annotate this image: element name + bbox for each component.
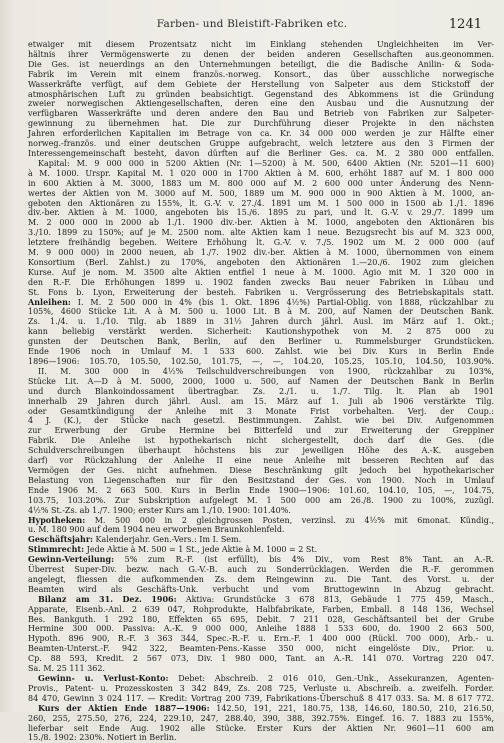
page-number: 1241 bbox=[448, 17, 482, 32]
running-head: Farben- und Bleistift-Fabriken etc. bbox=[156, 18, 348, 30]
text-line: den R.-F. Die Erhöhungen 1899 u. 1902 fanden zwecks Bau neuer Fabriken in Lübau und bbox=[28, 277, 494, 287]
text-line: Beamten wird als Geschäfts-Unk. verbucht und vom Bruttogewinn in Abzug gebracht. bbox=[28, 584, 494, 594]
text-line: Gewinn-Verteilung: 5% zum R.-F. (ist erfüllt), bis 4% Div., vom Rest 8% Tant. an A.-R. bbox=[28, 554, 494, 565]
text-line: Kurs der Aktien Ende 1887—1906: 142.50, 191, 221, 180.75, 138, 146.60, 180.50, 210, 216.50, bbox=[38, 702, 495, 713]
text-line: Fabrik. Die Anleihe ist hypothekarisch nicht sichergestellt, doch darf die Ges. (die bbox=[28, 436, 494, 446]
text-line: angelegt, fliessen die aufkommenden Zs. dem Reingewinn zu. Die Tant. des Vorst. u. der bbox=[28, 574, 494, 584]
text-line: M. 9 000 000) in 2000 neuen, ab 1./7. 1902 div.-ber. Aktien à M. 1000, übernommen von einem bbox=[28, 248, 494, 258]
text-line: Apparate, Eisenb.-Anl. 2 639 047, Rohprodukte, Halbfabrikate, Farben, Emball. 8 148 136, Wechsel bbox=[28, 604, 494, 614]
text-line: Kapital: M. 9 000 000 in 5200 Aktien (Nr. 1—5200) à M. 500, 6400 Aktien (Nr. 5201—11 600) bbox=[38, 158, 494, 168]
section-heading: Hypotheken: bbox=[28, 514, 86, 525]
text-line: hältnis ihrer Vermögenswerte zu denen der beiden anderen Gesellschaften aus.geonommen. bbox=[28, 49, 494, 59]
text-line: Interessengemeinschaft besteht, davon dürften auf die Berliner Ges. ca. M. 2 380 000 entfallen. bbox=[28, 148, 494, 158]
text-line: verfügbaren Wasserkräfte und deren andere den Bau und Betrieb von Fabriken zur Salpeter- bbox=[28, 109, 494, 119]
text-line: letztere freihändig begeben. Weitere Erhöhung lt. G.-V. v. 7./5. 1902 um M. 2 000 000 (auf bbox=[28, 238, 494, 248]
text-line: norweg.-französ. und einer deutschen Gruppe aufgebracht, welch letztere aus den 3 Firmen der bbox=[28, 139, 494, 149]
text-line: Kurse. Auf je nom. M. 3500 alte Aktien entfiel 1 neue à M. 1000. Agio mit M. 1 320 000 in bbox=[28, 267, 494, 277]
text-line: Ende 1906 M. 2 663 500. Kurs in Berlin Ende 1900—1906: 101.60, 104.10, 105, —, 104.75, bbox=[28, 485, 494, 495]
text-line: zur Erwerbung der Grube Hermine bei Bitterfeld und zur Erweiterung der Greppiner bbox=[28, 426, 494, 436]
text-line: atmosphärischen Luft zu gründen beabsichtigt. Gegenstand des Abkommens ist die Gründung bbox=[28, 89, 494, 99]
text-line: M. 2 000 000 in 2000 ab 1./1. 1900 div.-ber. Aktien à M. 1000, angeboten den Aktionären bis bbox=[28, 218, 494, 228]
page-header bbox=[0, 18, 504, 34]
text-line: Hypotheken: M. 500 000 in 2 gleichgrossen Posten, verzinsl. zu 4½% mit 6monat. Kündig., bbox=[28, 514, 494, 525]
text-line: 84 470, Gewinn 3 024 117. — Kredit: Vortrag 200 739, Fabrikations-Überschuß 8 417 033. Sa. M. 8 617 772. bbox=[28, 693, 494, 703]
text-line: 4½% St.-Zs. ab 1./7. 1900; erster Kurs am 1./10. 1900: 101.40%. bbox=[28, 505, 291, 515]
text-line: innerhalb 29 Jahren durch jährl. Ausl. am 15. März auf 1. Juli ab 1906 verstärkte Tilg. bbox=[28, 396, 494, 406]
section-heading: Anleihen: bbox=[28, 296, 71, 307]
text-line: 103.75, 103.20%. Zur Subskription aufgelegt M. 1 500 000 am 26./8. 1900 zu 100%, zuzügl. bbox=[28, 495, 494, 505]
text-line: u. M. 180 900 auf dem 1904 neu erworbenen Braunkohlenfeld. bbox=[28, 525, 285, 535]
text-line: St. Fons b. Lyon, Erweiterung der besteh. Fabriken u. Vergrösserung des Betriebskapitals statt. bbox=[28, 287, 494, 297]
text-line: Beamten-Unterst.-F. 942 322, Beamten-Pens.-Kasse 350 000, nicht eingelöste Div., Prior. u. bbox=[28, 644, 494, 654]
text-line: zweier norwegischen Aktiengesellschaften, deren eine den Ausbau und die Ausnutzung der bbox=[28, 99, 494, 109]
text-line: Belastung von Liegenschaften nur für den Besitzstand der Ges. von 1900. Noch in Umlauf bbox=[28, 475, 494, 485]
text-line: Überrest Super-Div. bezw. nach G.-V.-B. auch zu Sonderrücklagen. Werden die R.-F. gerommen bbox=[28, 565, 494, 575]
text-line: 3./10. 1899 zu 150%; auf je M. 2500 nom. alte Aktien kam 1 neue. Bezugsrecht bis auf M. 323 000, bbox=[28, 228, 494, 238]
text-line: gunsten der Deutschen Bank, Berlin, auf den Berliner u. Rummelsburger Grundstücken. bbox=[28, 337, 494, 347]
text-line: Bilanz am 31. Dez. 1906: Aktiva: Grundstücke 3 678 813, Gebäude 1 775 459, Masch., bbox=[38, 593, 494, 604]
body-text bbox=[28, 40, 494, 743]
text-line: Die Ges. ist neuerdings an den Unternehmungen beteiligt, die die Badische Anilin- & Soda- bbox=[28, 59, 494, 69]
section-heading: Geschäftsjahr: bbox=[28, 534, 93, 545]
text-line: 260, 255, 275.50, 276, 224, 229.10, 247, 288.40, 390, 388, 392.75%. Eingef. 16. 7. 1883 zu 155%, bbox=[28, 713, 494, 723]
text-line: II. M. 300 000 in 4½% Teilschuldverschreibungen von 1900, rückzahlbar zu 103%, bbox=[38, 366, 494, 376]
text-line: 1896—1906: 105.70, 105.50, 102.50, 101.75, —, —, 104.20, 105.25, 105.10, 104.50, 103.90%. bbox=[28, 357, 494, 366]
text-line: Bes. Bankguth. 1 292 180, Effekten 65 695, Debit. 7 211 028, Geschäftsanteil bei der Grube bbox=[28, 614, 494, 624]
text-line: Vermögen der Ges. nicht aufnehmen. Diese Beschränkung gilt jedoch bei hypothekarischer bbox=[28, 465, 494, 475]
text-line: Ende 1906 noch in Umlauf M. 1 533 600. Zahlst. wie bei Div. Kurs in Berlin Ende bbox=[28, 347, 494, 357]
text-line: div.-ber. Aktien à M. 1000, angeboten bis 15./6. 1895 zu pari, und lt. G.-V. v. 29./7. 1899 um bbox=[28, 208, 494, 218]
text-line: Stücke Lit. A—D à M. 5000, 2000, 1000 u. 500, auf Namen der Deutschen Bank in Berlin bbox=[28, 376, 494, 386]
text-line: Wasserkräfte verfügt, auf dem Gebiete der Herstellung von Salpeter aus dem Stickstoff der bbox=[28, 79, 494, 89]
text-line: Hypoth. 896 900, R.-F. 3 363 344, Spec.-R.-F. u. Ern.-F. 1 400 000 (Rückl. 700 000), Arb.- u. bbox=[28, 634, 494, 644]
text-line: etwaiger mit diesem Prozentsatz nicht im Einklang stehenden Ungleichheiten im Ver- bbox=[28, 40, 494, 49]
text-line: Provis., Patent- u. Prozesskosten 3 342 849, Zs. 208 725, Verluste u. Abschreib. a. zweifelh. Forder. bbox=[28, 683, 494, 693]
text-line: Hermine 300 000. Passiva: A.-K. 9 000 000, Anleihe 1888 1 533 600, do. 1900 2 663 500, bbox=[28, 624, 494, 634]
text-line: 4 J. (K.), der Stücke nach gesetzl. Bestimmungen. Zahlst. wie bei Div. Aufgenommen bbox=[28, 416, 494, 426]
text-line: lieferbar seit Ende Aug. 1902 alle Stücke. Erster Kurs der Aktien Nr. 9601—11 600 am bbox=[28, 723, 494, 733]
text-line: Gewinn- u. Verlust-Konto: Debet: Abschreib. 2 016 010, Gen.-Unk., Assekuranzen, Agenten- bbox=[38, 673, 494, 683]
section-heading: Gewinn- u. Verlust-Konto: bbox=[38, 673, 169, 683]
text-line: à M. 1000. Urspr. Kapital M. 1 020 000 in 1700 Aktien à M. 600, erhöht 1887 auf M. 1 800 000 bbox=[28, 168, 494, 178]
text-line: Geschäftsjahr: Kalenderjahr. Gen.-Vers.: Im I. Sem. bbox=[28, 534, 242, 545]
text-line: oder Gesamtkündigung der Anleihe mit 3 Monate Frist vorbehalten. Verj. der Coup.: bbox=[28, 406, 494, 416]
section-heading: Bilanz am 31. Dez. 1906: bbox=[38, 593, 177, 604]
text-line: Sa. M. 25 111 362. bbox=[28, 664, 105, 674]
section-heading: Stimmrecht: bbox=[28, 544, 85, 555]
text-line: Jahren erforderlichen Kapitalien im Betrage von ca. Kr. 34 000 000 werden je zur Hälfte einer bbox=[28, 129, 494, 139]
text-line: und durch Blankoindossament übertragbar. Zs. 2./1. u. 1./7. Tilg. lt. Plan ab 1901 bbox=[28, 386, 494, 396]
text-line: wertes der Aktien von M. 3000 auf M. 500, 1889 um M. 900 000 in 900 Aktien à M. 1000, an- bbox=[28, 188, 494, 198]
text-line: kann beliebig verstärkt werden. Sicherheit: Kautionshypothek von M. 2 875 000 zu bbox=[28, 327, 494, 337]
text-line: gewinnung zu übernehmen hat. Die zur Durchführung dieser Projekte in den nächsten bbox=[28, 119, 494, 129]
text-line: 15./8. 1902: 230%. Notiert in Berlin. bbox=[28, 733, 177, 743]
text-line: Cp. 88 593, Kredit. 2 567 073, Div. 1 980 000, Tant. an A.-R. 141 070. Vortrag 220 047. bbox=[28, 654, 494, 664]
text-line: darf) vor Rückzahlung der Anleihe II eine neue Anleihe mit besseren Rechten auf das bbox=[28, 456, 494, 466]
text-line: geboten den Aktionären zu 155%, lt. G.-V. v. 27./4. 1891 um M. 1 500 000 in 1500 ab 1./1. 1896 bbox=[28, 198, 494, 208]
section-heading: Gewinn-Verteilung: bbox=[28, 554, 115, 565]
text-line: in 600 Aktien à M. 3000, 1883 um M. 800 000 auf M. 2 600 000 unter Änderung des Nenn- bbox=[28, 178, 494, 188]
text-line: 105%, 4600 Stücke Lit. A à M. 500 u. 1000 Lit. B à M. 200, auf Namen der Deutschen Bank. bbox=[28, 307, 494, 317]
text-line: Konsortium (Berl. Zahlst.) zu 170%, angeboten den Aktionären 1.—20./6. 1902 zum gleichen bbox=[28, 257, 494, 267]
section-heading: Kurs der Aktien Ende 1887—1906: bbox=[38, 702, 210, 713]
text-line: Anleihen: I. M. 2 500 000 in 4% (bis 1. Okt. 1896 4½%) Partial-Oblig. von 1888, rückzahlbar zu bbox=[28, 296, 494, 307]
text-line: Zs. 1./4. u. 1./10. Tilg. ab 1889 in 31½ Jahren durch jährl. Ausl. im März auf 1. Okt.; bbox=[28, 317, 494, 327]
text-line: Stimmrecht: Jede Aktie à M. 500 = 1 St., jede Aktie à M. 1000 = 2 St. bbox=[28, 544, 318, 555]
text-line: Schuldverschreibungen überhaupt höchstens bis zur jeweiligen Höhe des A.-K. ausgeben bbox=[28, 446, 494, 456]
text-line: Fabrik im Verein mit einem französ.-norweg. Konsort., das über ausschliche norwegische bbox=[28, 69, 494, 79]
